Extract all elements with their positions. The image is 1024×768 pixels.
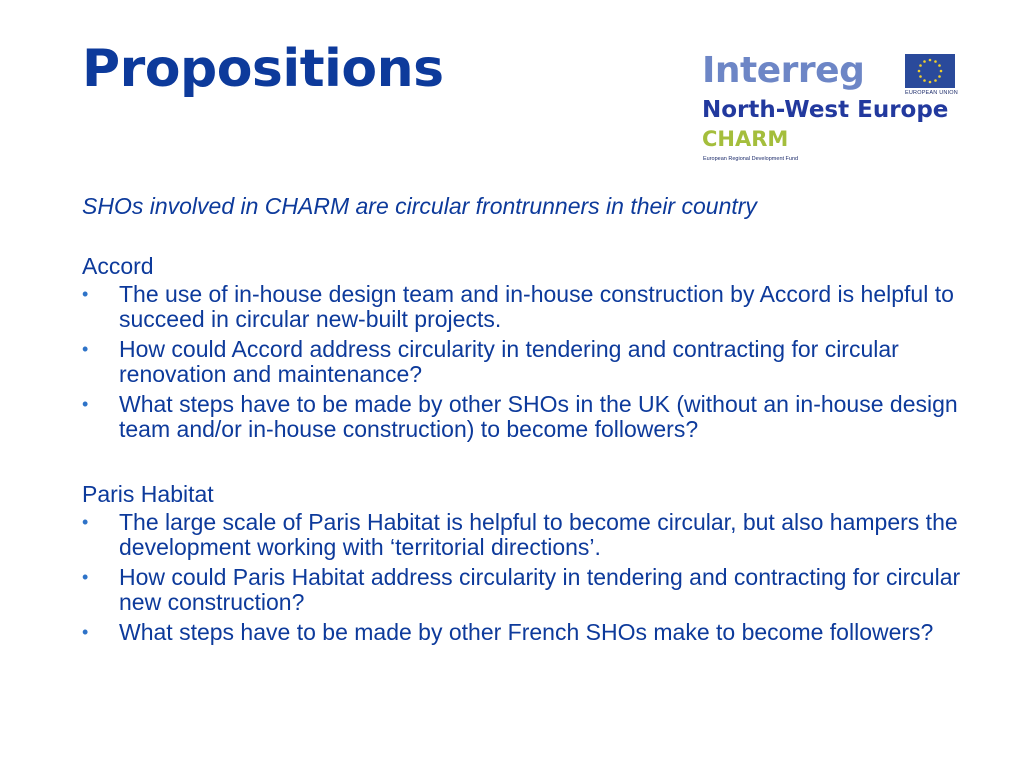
eu-label: EUROPEAN UNION bbox=[905, 90, 958, 96]
bullet-text: What steps have to be made by other SHOs in the UK (without an in-house design team and/or in-house construction) to become followers? bbox=[119, 391, 958, 442]
bullet-text: How could Accord address circularity in tendering and contracting for circular renovation and maintenance? bbox=[119, 336, 899, 387]
bullet-item bbox=[82, 620, 962, 645]
section-heading: Paris Habitat bbox=[82, 481, 214, 507]
interreg-charm-logo bbox=[700, 52, 958, 166]
bullet-item bbox=[82, 282, 962, 332]
bullet-icon: • bbox=[82, 339, 89, 359]
bullet-icon: • bbox=[82, 567, 89, 587]
bullet-icon: • bbox=[82, 394, 89, 414]
bullet-item bbox=[82, 510, 962, 560]
bullet-icon: • bbox=[82, 284, 89, 304]
logo-fund-text: European Regional Development Fund bbox=[703, 156, 799, 162]
bullet-item bbox=[82, 565, 962, 615]
bullet-text: The use of in-house design team and in-house construction by Accord is helpful to succeed in circular new-built projects. bbox=[119, 281, 954, 332]
logo-region-text: North-West Europe bbox=[702, 97, 949, 123]
section-paris-habitat bbox=[82, 480, 962, 650]
section-accord bbox=[82, 252, 962, 447]
slide-title: Propositions bbox=[82, 39, 444, 99]
bullet-text: The large scale of Paris Habitat is helpful to become circular, but also hampers the development working with ‘territorial directions’. bbox=[119, 509, 958, 560]
slide-subtitle: SHOs involved in CHARM are circular frontrunners in their country bbox=[82, 193, 757, 219]
section-heading: Accord bbox=[82, 253, 154, 279]
bullet-icon: • bbox=[82, 512, 89, 532]
bullet-icon: • bbox=[82, 622, 89, 642]
logo-project-text: CHARM bbox=[702, 127, 789, 151]
bullet-text: How could Paris Habitat address circularity in tendering and contracting for circular new construction? bbox=[119, 564, 961, 615]
logo-interreg-text: Interreg bbox=[702, 50, 865, 91]
eu-flag-icon bbox=[905, 54, 955, 88]
bullet-list bbox=[82, 282, 962, 442]
bullet-item bbox=[82, 392, 962, 442]
bullet-text: What steps have to be made by other French SHOs make to become followers? bbox=[119, 619, 934, 645]
bullet-item bbox=[82, 337, 962, 387]
bullet-list bbox=[82, 510, 962, 645]
